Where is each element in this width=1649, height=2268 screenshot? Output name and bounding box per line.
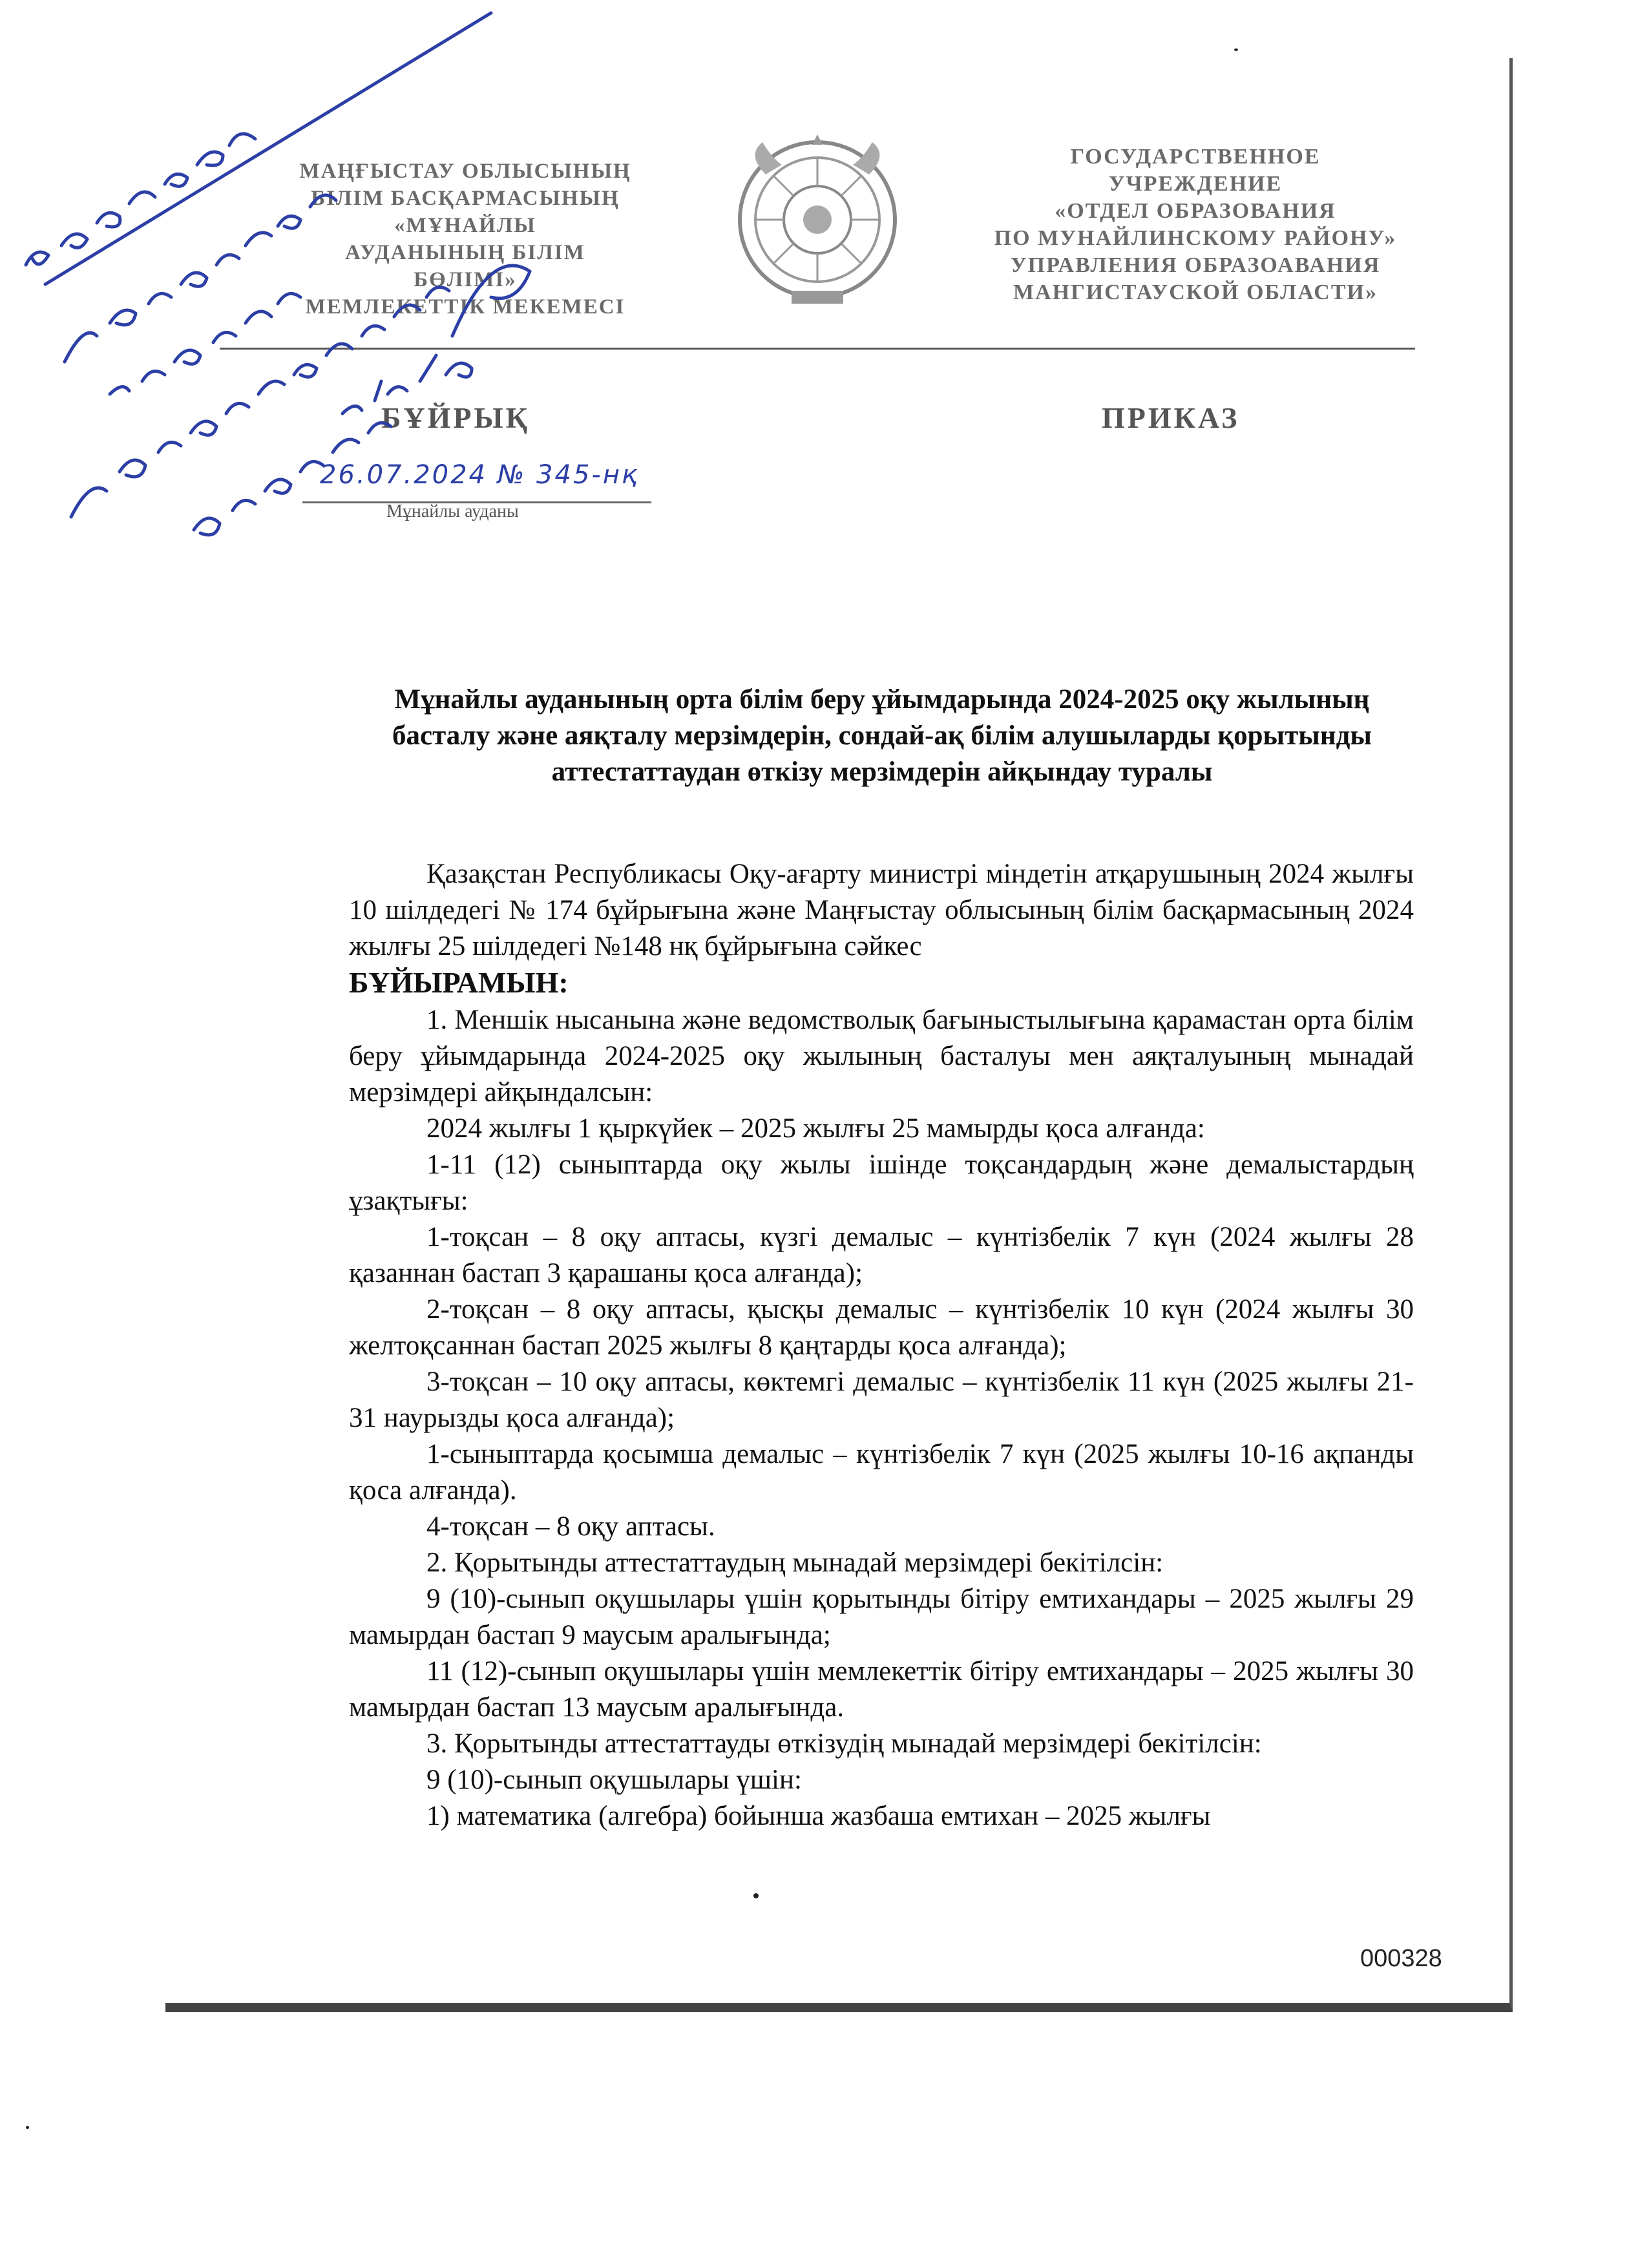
body-paragraph: 2. Қорытынды аттестаттаудың мынадай мерзімдері бекітілсін: — [426, 1548, 1164, 1578]
body-paragraph: 9 (10)-сынып оқушылары үшін: — [426, 1765, 802, 1795]
header-left-line: БӨЛІМІ» — [414, 268, 517, 291]
body-paragraph: 9 (10)-сынып оқушылары үшін қорытынды бітіру емтихандары – 2025 жылғы 29 мамырдан бастап 9 маусым аралығында; — [349, 1584, 1414, 1650]
header-left-line: МАҢҒЫСТАУ ОБЛЫСЫНЫҢ — [299, 160, 631, 183]
order-word: БҰЙЫРАМЫН: — [349, 966, 569, 999]
page-number: 000328 — [1360, 1945, 1442, 1972]
body-paragraph: 11 (12)-сынып оқушылары үшін мемлекеттік бітіру емтихандары – 2025 жылғы 30 мамырдан бастап 13 маусым аралығында. — [349, 1656, 1414, 1723]
preamble-text: Қазақстан Республикасы Оқу-ағарту министрі міндетін атқарушының 2024 жылғы 10 шілдедегі № 174 бұйрығына және Маңғыстау облысының білім басқармасының 2024 жылғы 25 шілдедегі №148 нқ бұйрығына сәйкес — [349, 859, 1414, 961]
header-left-line: «МҰНАЙЛЫ — [394, 214, 536, 237]
order-label-kz: БҰЙРЫҚ — [381, 401, 530, 434]
order-location: Мұнайлы ауданы — [386, 501, 519, 521]
body-paragraph: 1-сыныптарда қосымша демалыс – күнтізбелік 7 күн (2025 жылғы 10-16 ақпанды қоса алғанда). — [349, 1439, 1414, 1506]
handwritten-resolution — [0, 0, 582, 582]
header-right-line: «ОТДЕЛ ОБРАЗОВАНИЯ — [1055, 199, 1336, 223]
body-paragraph: 1-11 (12) сыныптарда оқу жылы ішінде тоқсандардың және демалыстардың ұзақтығы: — [349, 1150, 1414, 1216]
body-paragraph: 2-тоқсан – 8 оқу аптасы, қысқы демалыс – күнтізбелік 10 күн (2024 жылғы 30 желтоқсаннан бастап 2025 жылғы 8 қаңтарды қоса алғанда); — [349, 1294, 1414, 1361]
header-right-line: УЧРЕЖДЕНИЕ — [1108, 172, 1283, 196]
order-word-line — [349, 965, 1414, 1002]
header-right-line: ПО МУНАЙЛИНСКОМУ РАЙОНУ» — [994, 226, 1397, 250]
document-title: Мұнайлы ауданының орта білім беру ұйымдарында 2024-2025 оқу жылының басталу және аяқталу мерзімдерін, сондай-ақ білім алушыларды қорытынды аттестаттаудан өткізу мерзімдерін айқындау туралы — [392, 684, 1372, 787]
body-paragraph: 2024 жылғы 1 қыркүйек – 2025 жылғы 25 мамырды қоса алғанда: — [426, 1113, 1205, 1144]
scan-speck — [1234, 48, 1238, 51]
body-paragraph: 1) математика (алгебра) бойынша жазбаша емтихан – 2025 жылғы — [426, 1801, 1211, 1831]
state-emblem-icon — [727, 129, 908, 317]
header-right-line: ГОСУДАРСТВЕННОЕ — [1070, 145, 1321, 169]
header-right-line: МАНГИСТАУСКОЙ ОБЛАСТИ» — [1013, 280, 1378, 304]
header-left-line: БІЛІМ БАСҚАРМАСЫНЫҢ — [311, 187, 620, 210]
header-left-line: МЕМЛЕКЕТТІК МЕКЕМЕСІ — [305, 295, 625, 319]
body-paragraph: 1. Меншік нысанына және ведомстволық бағыныстылығына қарамастан орта білім беру ұйымдарында 2024-2025 оқу жылының басталуы мен аяқталуының мынадай мерзімдері айқындалсын: — [349, 1005, 1414, 1108]
scan-speck — [753, 1893, 759, 1898]
preamble-paragraph — [349, 856, 1414, 965]
document-body — [349, 856, 1414, 1834]
body-paragraph: 4-тоқсан – 8 оқу аптасы. — [426, 1511, 715, 1542]
body-paragraph: 3. Қорытынды аттестаттауды өткізудің мынадай мерзімдері бекітілсін: — [426, 1728, 1262, 1759]
order-date-number: 26.07.2024 № 345-нқ — [320, 460, 640, 490]
header-right-line: УПРАВЛЕНИЯ ОБРАЗОАВАНИЯ — [1010, 253, 1381, 277]
scan-speck — [26, 2126, 29, 2129]
body-paragraph: 3-тоқсан – 10 оқу аптасы, көктемгі демалыс – күнтізбелік 11 күн (2025 жылғы 21-31 наурызды қоса алғанда); — [349, 1367, 1414, 1433]
body-paragraph: 1-тоқсан – 8 оқу аптасы, күзгі демалыс – күнтізбелік 7 күн (2024 жылғы 28 қазаннан бастап 3 қарашаны қоса алғанда); — [349, 1222, 1414, 1288]
header-right-block — [956, 143, 1434, 306]
header-left-line: АУДАНЫНЫҢ БІЛІМ — [345, 241, 585, 264]
order-label-ru: ПРИКАЗ — [1102, 401, 1240, 434]
